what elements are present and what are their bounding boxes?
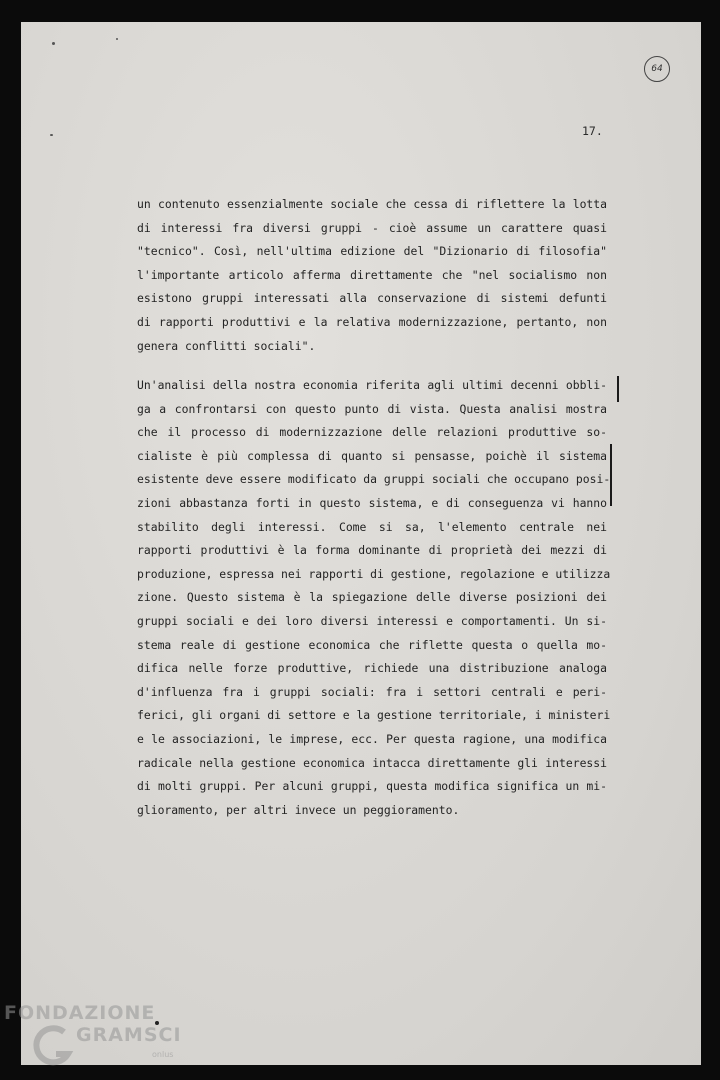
archive-number-stamp: 64	[644, 56, 670, 82]
text-line: radicale nella gestione economica intacca direttamente gli interessi	[137, 755, 607, 770]
margin-mark	[617, 376, 619, 402]
text-line: d'influenza fra i gruppi sociali: fra i settori centrali e peri-	[137, 684, 607, 699]
text-line: produzione, espressa nei rapporti di gestione, regolazione e utilizza	[137, 566, 611, 581]
margin-mark	[610, 444, 612, 506]
watermark-line-2: GRAMSCI	[76, 1024, 182, 1046]
text-line: di rapporti produttivi e la relativa modernizzazione, pertanto, non	[137, 314, 607, 329]
text-line: stema reale di gestione economica che riflette questa o quella mo-	[137, 637, 607, 652]
paragraph-1	[137, 193, 607, 358]
text-line: cialiste è più complessa di quanto si pensasse, poichè il sistema	[137, 448, 607, 463]
text-line: genera conflitti sociali".	[137, 338, 316, 353]
page-number: 17.	[582, 124, 603, 138]
text-line: glioramento, per altri invece un peggioramento.	[137, 802, 460, 817]
text-line: e le associazioni, le imprese, ecc. Per questa ragione, una modifica	[137, 731, 607, 746]
paragraph-2	[137, 374, 611, 822]
text-line: esistono gruppi interessati alla conservazione di sistemi defunti	[137, 291, 607, 306]
text-line: di molti gruppi. Per alcuni gruppi, questa modifica significa un mi-	[137, 779, 607, 794]
text-line: l'importante articolo afferma direttamente che "nel socialismo non	[137, 267, 607, 282]
watermark-line-3: onlus	[152, 1050, 174, 1059]
text-line: Un'analisi della nostra economia riferita agli ultimi decenni obbli-	[137, 378, 607, 392]
text-line: zioni abbastanza forti in questo sistema, e di conseguenza vi hanno	[137, 495, 607, 510]
paper-speck	[50, 134, 53, 136]
text-line: difica nelle forze produttive, richiede una distribuzione analoga	[137, 661, 607, 676]
watermark-line-1: FONDAZIONE	[4, 1002, 156, 1024]
paper-speck	[52, 42, 55, 45]
watermark-logo	[4, 1000, 204, 1080]
paper-speck	[116, 38, 118, 40]
gramsci-logo-icon	[32, 1022, 74, 1070]
text-line: gruppi sociali e dei loro diversi interessi e comportamenti. Un si-	[137, 613, 607, 628]
text-line: zione. Questo sistema è la spiegazione delle diverse posizioni dei	[137, 590, 607, 605]
text-line: esistente deve essere modificato da gruppi sociali che occupano posi-	[137, 472, 611, 487]
text-line: rapporti produttivi è la forma dominante di proprietà dei mezzi di	[137, 543, 607, 558]
text-line: "tecnico". Così, nell'ultima edizione del "Dizionario di filosofia"	[137, 244, 607, 259]
text-line: che il processo di modernizzazione delle relazioni produttive so-	[137, 425, 607, 440]
text-line: ferici, gli organi di settore e la gestione territoriale, i ministeri	[137, 708, 611, 723]
text-line: un contenuto essenzialmente sociale che cessa di riflettere la lotta	[137, 197, 607, 211]
text-line: ga a confrontarsi con questo punto di vista. Questa analisi mostra	[137, 401, 607, 416]
text-line: di interessi fra diversi gruppi - cioè assume un carattere quasi	[137, 220, 607, 235]
text-line: stabilito degli interessi. Come si sa, l'elemento centrale nei	[137, 519, 607, 534]
